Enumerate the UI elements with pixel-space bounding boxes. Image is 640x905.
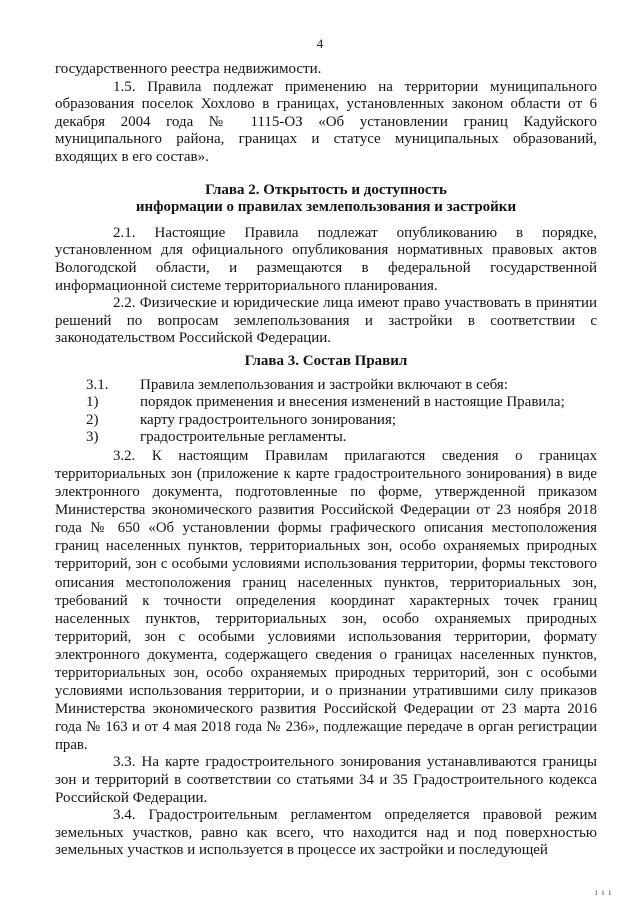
paragraph-3-1-number: 3.1.: [86, 376, 109, 393]
document-body: [55, 61, 597, 860]
paragraph-2-2: 2.2. Физические и юридические лица имеют право участвовать в принятии решений по вопросам землепользования и застройки в соответствии с законодательством Российской Федерации.: [55, 295, 597, 347]
paragraph-3-2: 3.2. К настоящим Правилам прилагаются сведения о границах территориальных зон (приложение к карте градостроительного зонирования) в виде электронного документа, подготовленные по форме, утвержденной приказом Министерства экономического развития Российской Федерации от 23 ноября 2018 года № 650 «Об установлении формы графического описания местоположения границ населенных пунктов, территориальных зон, особо охраняемых природных территорий, зон с особыми условиями использования территории, формы текстового описания местоположения границ населенных пунктов, территориальных зон, требований к точности определения координат характерных точек границ населенных пунктов, территориальных зон, особо охраняемых природных территорий, зон с особыми условиями использования территории, формату электронного документа, содержащего сведения о границах населенных пунктов, территориальных зон, особо охраняемых природных территорий, зон с особыми условиями использования территории, и о признании утратившими силу приказов Министерства экономического развития Российской Федерации от 23 марта 2016 года № 163 и от 4 мая 2018 года № 236», подлежащие передаче в орган регистрации прав.: [55, 447, 597, 754]
paragraph-3-3: 3.3. На карте градостроительного зонирования устанавливаются границы зон и территорий в соответствии со статьями 34 и 35 Градостроительного кодекса Российской Федерации.: [55, 754, 597, 806]
list-item-text: карту градостроительного зонирования;: [140, 411, 397, 428]
list-item-number: 2): [86, 411, 99, 428]
chapter-2-title-line-1: Глава 2. Открытость и доступность: [205, 181, 447, 198]
chapter-3-heading: Глава 3. Состав Правил: [244, 352, 408, 369]
list-item: [55, 412, 597, 430]
paragraph-1-5: 1.5. Правила подлежат применению на территории муниципального образования поселок Хохлово в границах, установленных законом области от 6 декабря 2004 года № 1115-ОЗ «Об установлении границ Кадуйского муниципального района, границах и статусе муниципальных образований, входящих в его состав».: [55, 78, 597, 165]
list-item-text: порядок применения и внесения изменений в настоящие Правила;: [140, 394, 565, 411]
list-item-number: 1): [86, 394, 99, 411]
paragraph-3-1: [55, 377, 597, 395]
chapter-2-heading: [55, 182, 597, 217]
chapter-2-title-line-2: информации о правилах землепользования и застройки: [135, 199, 517, 216]
corner-scan-mark: ı ı ı: [594, 887, 612, 897]
list-item: [55, 394, 597, 412]
list-item-number: 3): [86, 429, 99, 446]
list-item-text: градостроительные регламенты.: [140, 429, 347, 446]
paragraph-3-1-text: Правила землепользования и застройки включают в себя:: [140, 376, 508, 393]
page-number: 4: [316, 36, 324, 51]
list-item: [55, 429, 597, 447]
paragraph-3-4: 3.4. Градостроительным регламентом определяется правовой режим земельных участков, равно как всего, что находится над и под поверхностью земельных участков и используется в процессе их застройки и последующей: [55, 807, 597, 859]
paragraph-1-4-tail: государственного реестра недвижимости.: [55, 61, 322, 77]
paragraph-2-1: 2.1. Настоящие Правила подлежат опубликованию в порядке, установленном для официального опубликования нормативных правовых актов Вологодской области, и размещаются в федеральной государственной информационной системе территориального планирования.: [55, 224, 597, 294]
